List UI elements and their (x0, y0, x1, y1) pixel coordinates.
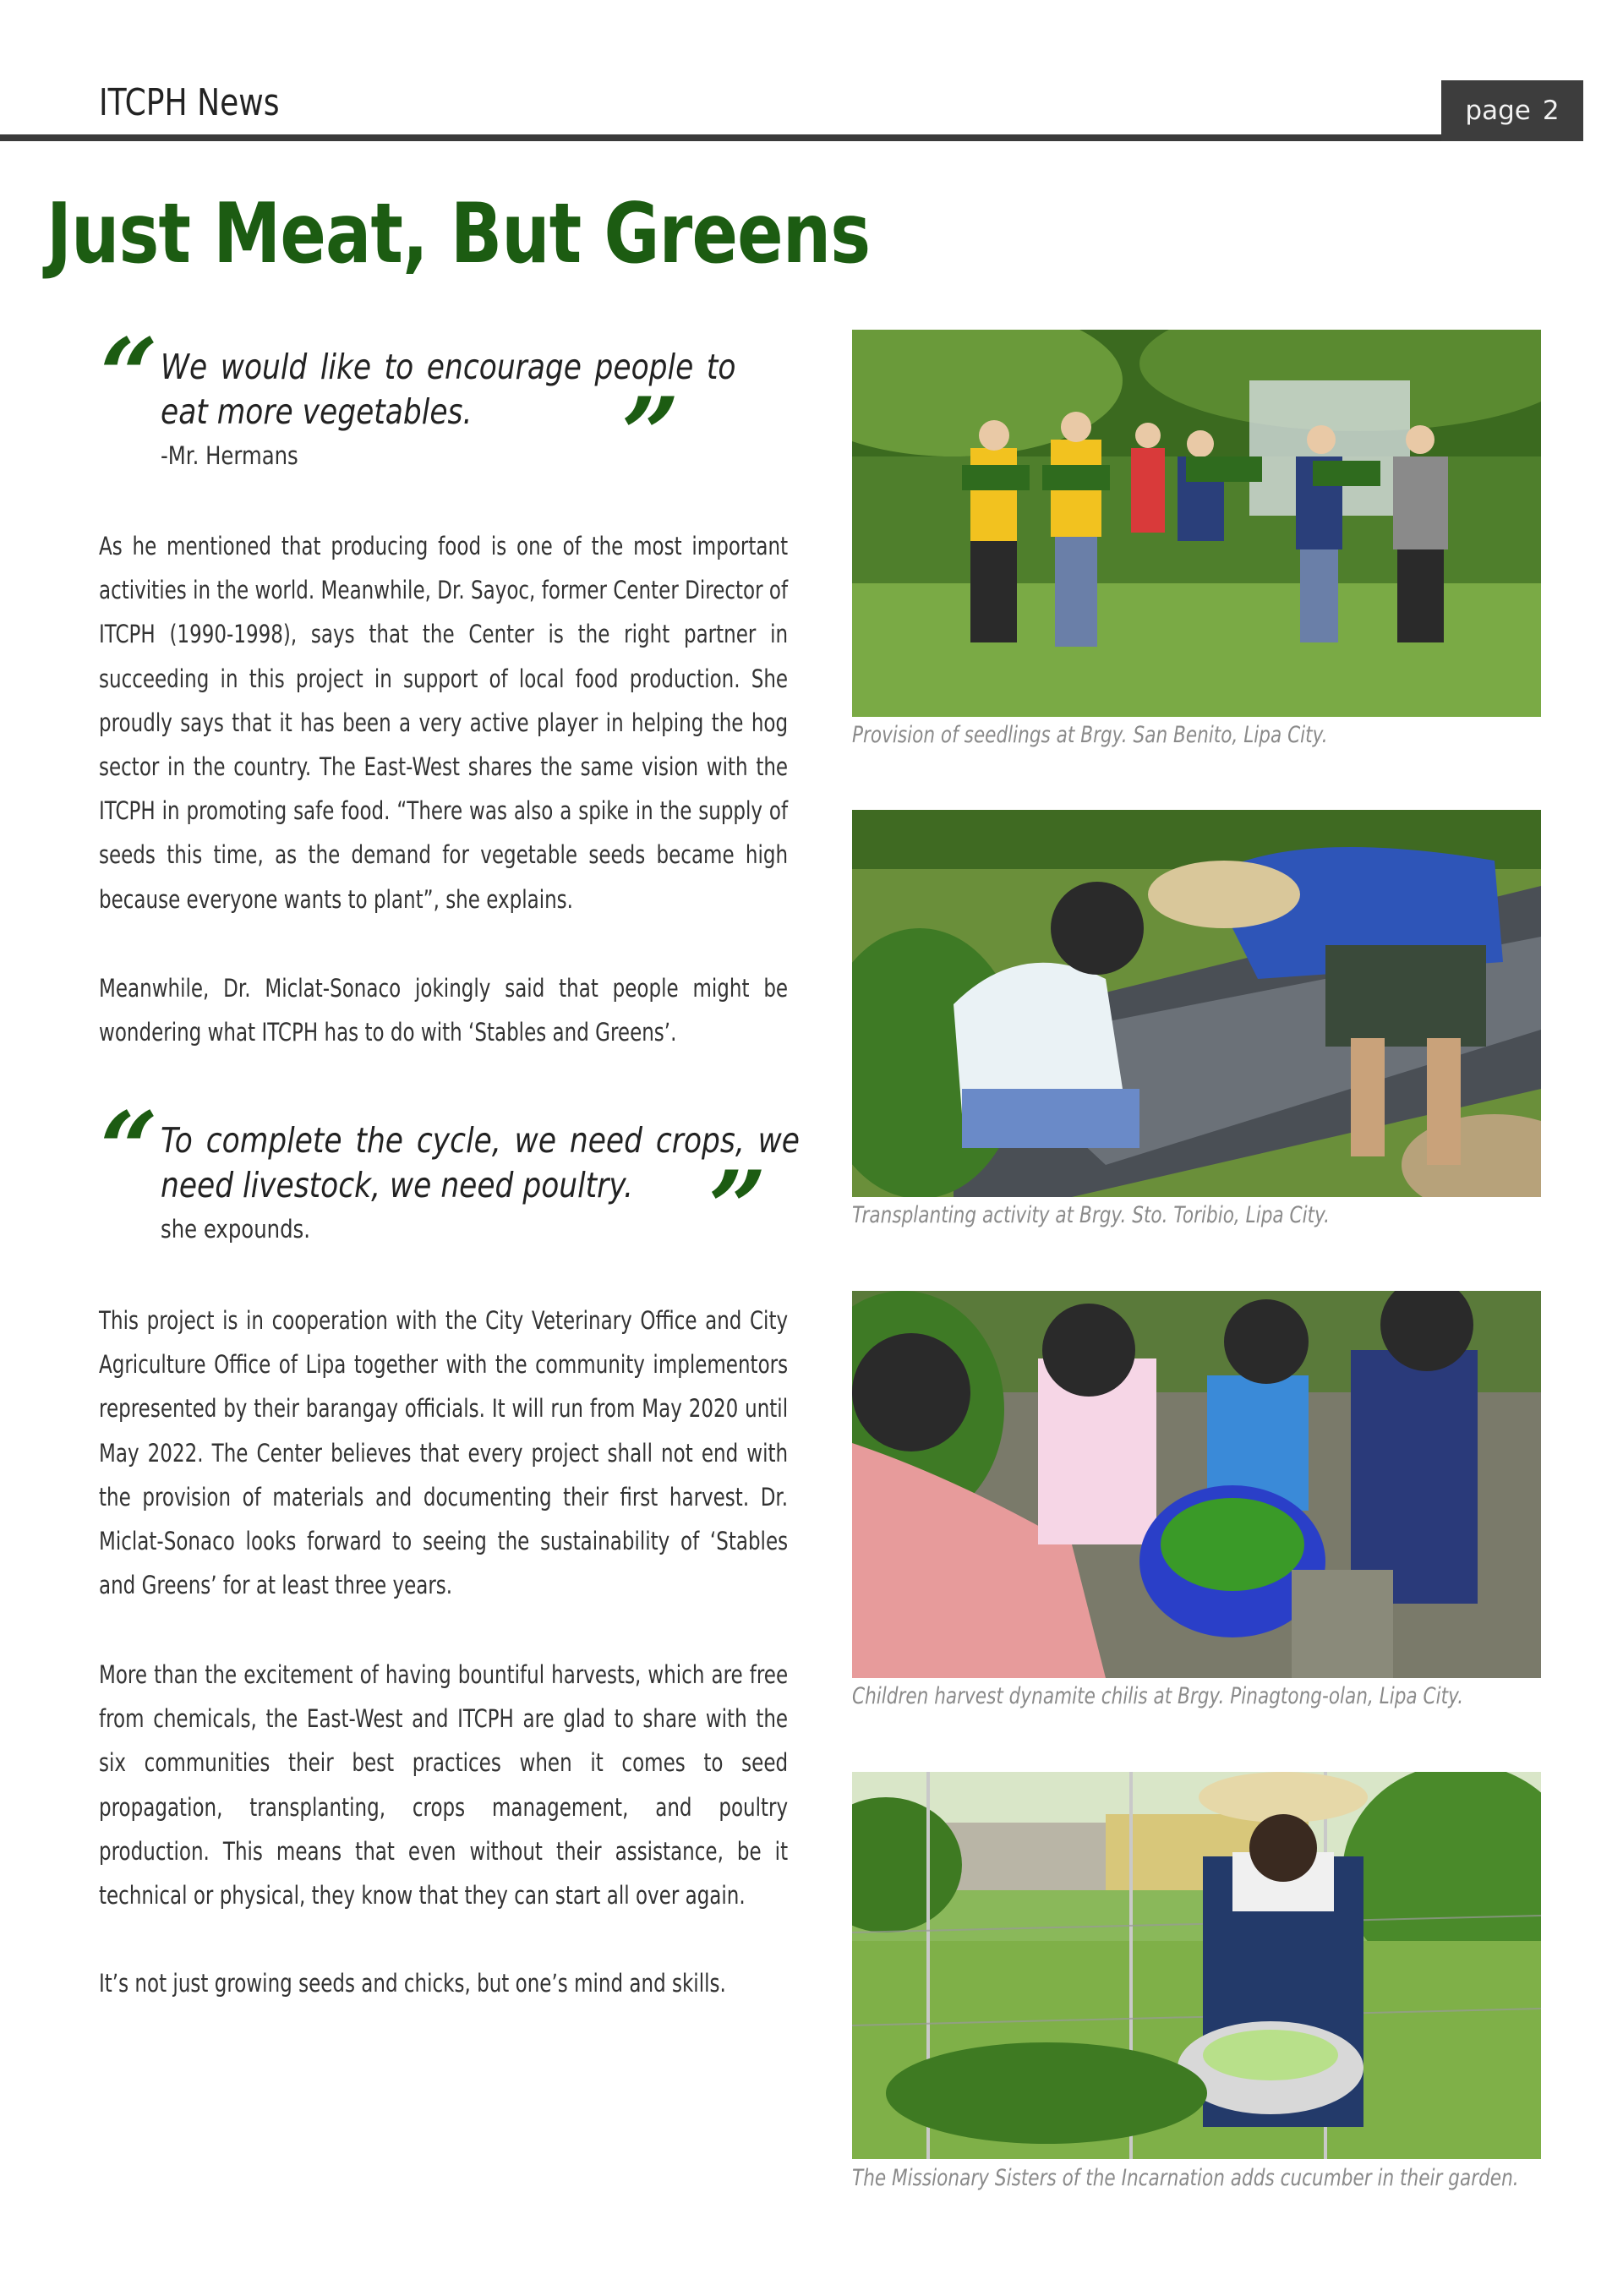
publication-title: ITCPH News (99, 81, 280, 124)
header-rule (0, 134, 1583, 141)
photo-transplanting (852, 810, 1541, 1197)
photo-missionary-sisters (852, 1772, 1541, 2159)
body-paragraph-1: As he mentioned that producing food is one of the most important activities in the world. Meanwhile, Dr. Sayoc, former Center Director of ITCPH (1990-1998), says that the Center is the right partner in succeeding in this project in support of local food production. She proudly says that it has been a very active player in helping the hog sector in the country. The East-West shares the same vision with the ITCPH in promoting safe food. “There was also a spike in the supply of seeds this time, as the demand for vegetable seeds became high because everyone wants to plant”, she explains. (99, 532, 789, 914)
pull-quote-1: We would like to encourage people to eat more vegetables. (161, 347, 736, 432)
body-paragraph-3: This project is in cooperation with the City Veterinary Office and City Agriculture Office of Lipa together with the community implementors represented by their barangay officials. It will run from May 2020 until May 2022. The Center believes that every project shall not end with the provision of materials and documenting their first harvest. Dr. Miclat-Sonaco looks forward to seeing the sustainability of ‘Stables and Greens’ for at least three years. (99, 1306, 789, 1600)
children-harvest-photo-image (852, 1291, 1541, 1678)
missionary-sisters-photo-image (852, 1772, 1541, 2159)
seedlings-photo-image (852, 330, 1541, 717)
quote-1-attribution: -Mr. Hermans (161, 441, 298, 470)
open-quote-icon: “ (100, 1090, 159, 1209)
photo-caption-4: The Missionary Sisters of the Incarnation adds cucumber in their garden. (852, 2165, 1519, 2191)
page-number: 2 (1542, 96, 1560, 126)
body-paragraph-2: Meanwhile, Dr. Miclat-Sonaco jokingly said that people might be wondering what ITCPH has to do with ‘Stables and Greens’. (99, 974, 789, 1047)
body-paragraph-4: More than the excitement of having bountiful harvests, which are free from chemicals, the East-West and ITCPH are glad to share with the six communities their best practices when it comes to seed propagation, transplanting, crops management, and poultry production. This means that even without their assistance, be it technical or physical, they know that they can start all over again. (99, 1660, 789, 1911)
photo-caption-2: Transplanting activity at Brgy. Sto. Toribio, Lipa City. (852, 1202, 1331, 1228)
close-quote-icon: ” (621, 375, 680, 495)
photo-caption-3: Children harvest dynamite chilis at Brgy. Pinagtong-olan, Lipa City. (852, 1683, 1464, 1709)
open-quote-icon: “ (100, 316, 159, 435)
pull-quote-2: To complete the cycle, we need crops, we need livestock, we need poultry. (161, 1120, 800, 1205)
article-headline: Just Meat, But Greens (46, 186, 871, 282)
page-indicator (1441, 80, 1583, 141)
close-quote-icon: ” (708, 1149, 768, 1268)
photo-seedlings (852, 330, 1541, 717)
transplanting-photo-image (852, 810, 1541, 1197)
quote-2-attribution: she expounds. (161, 1215, 310, 1244)
body-paragraph-5: It’s not just growing seeds and chicks, but one’s mind and skills. (99, 1969, 726, 1998)
page-label: page (1465, 96, 1531, 126)
photo-caption-1: Provision of seedlings at Brgy. San Benito, Lipa City. (852, 722, 1328, 748)
photo-children-harvest (852, 1291, 1541, 1678)
